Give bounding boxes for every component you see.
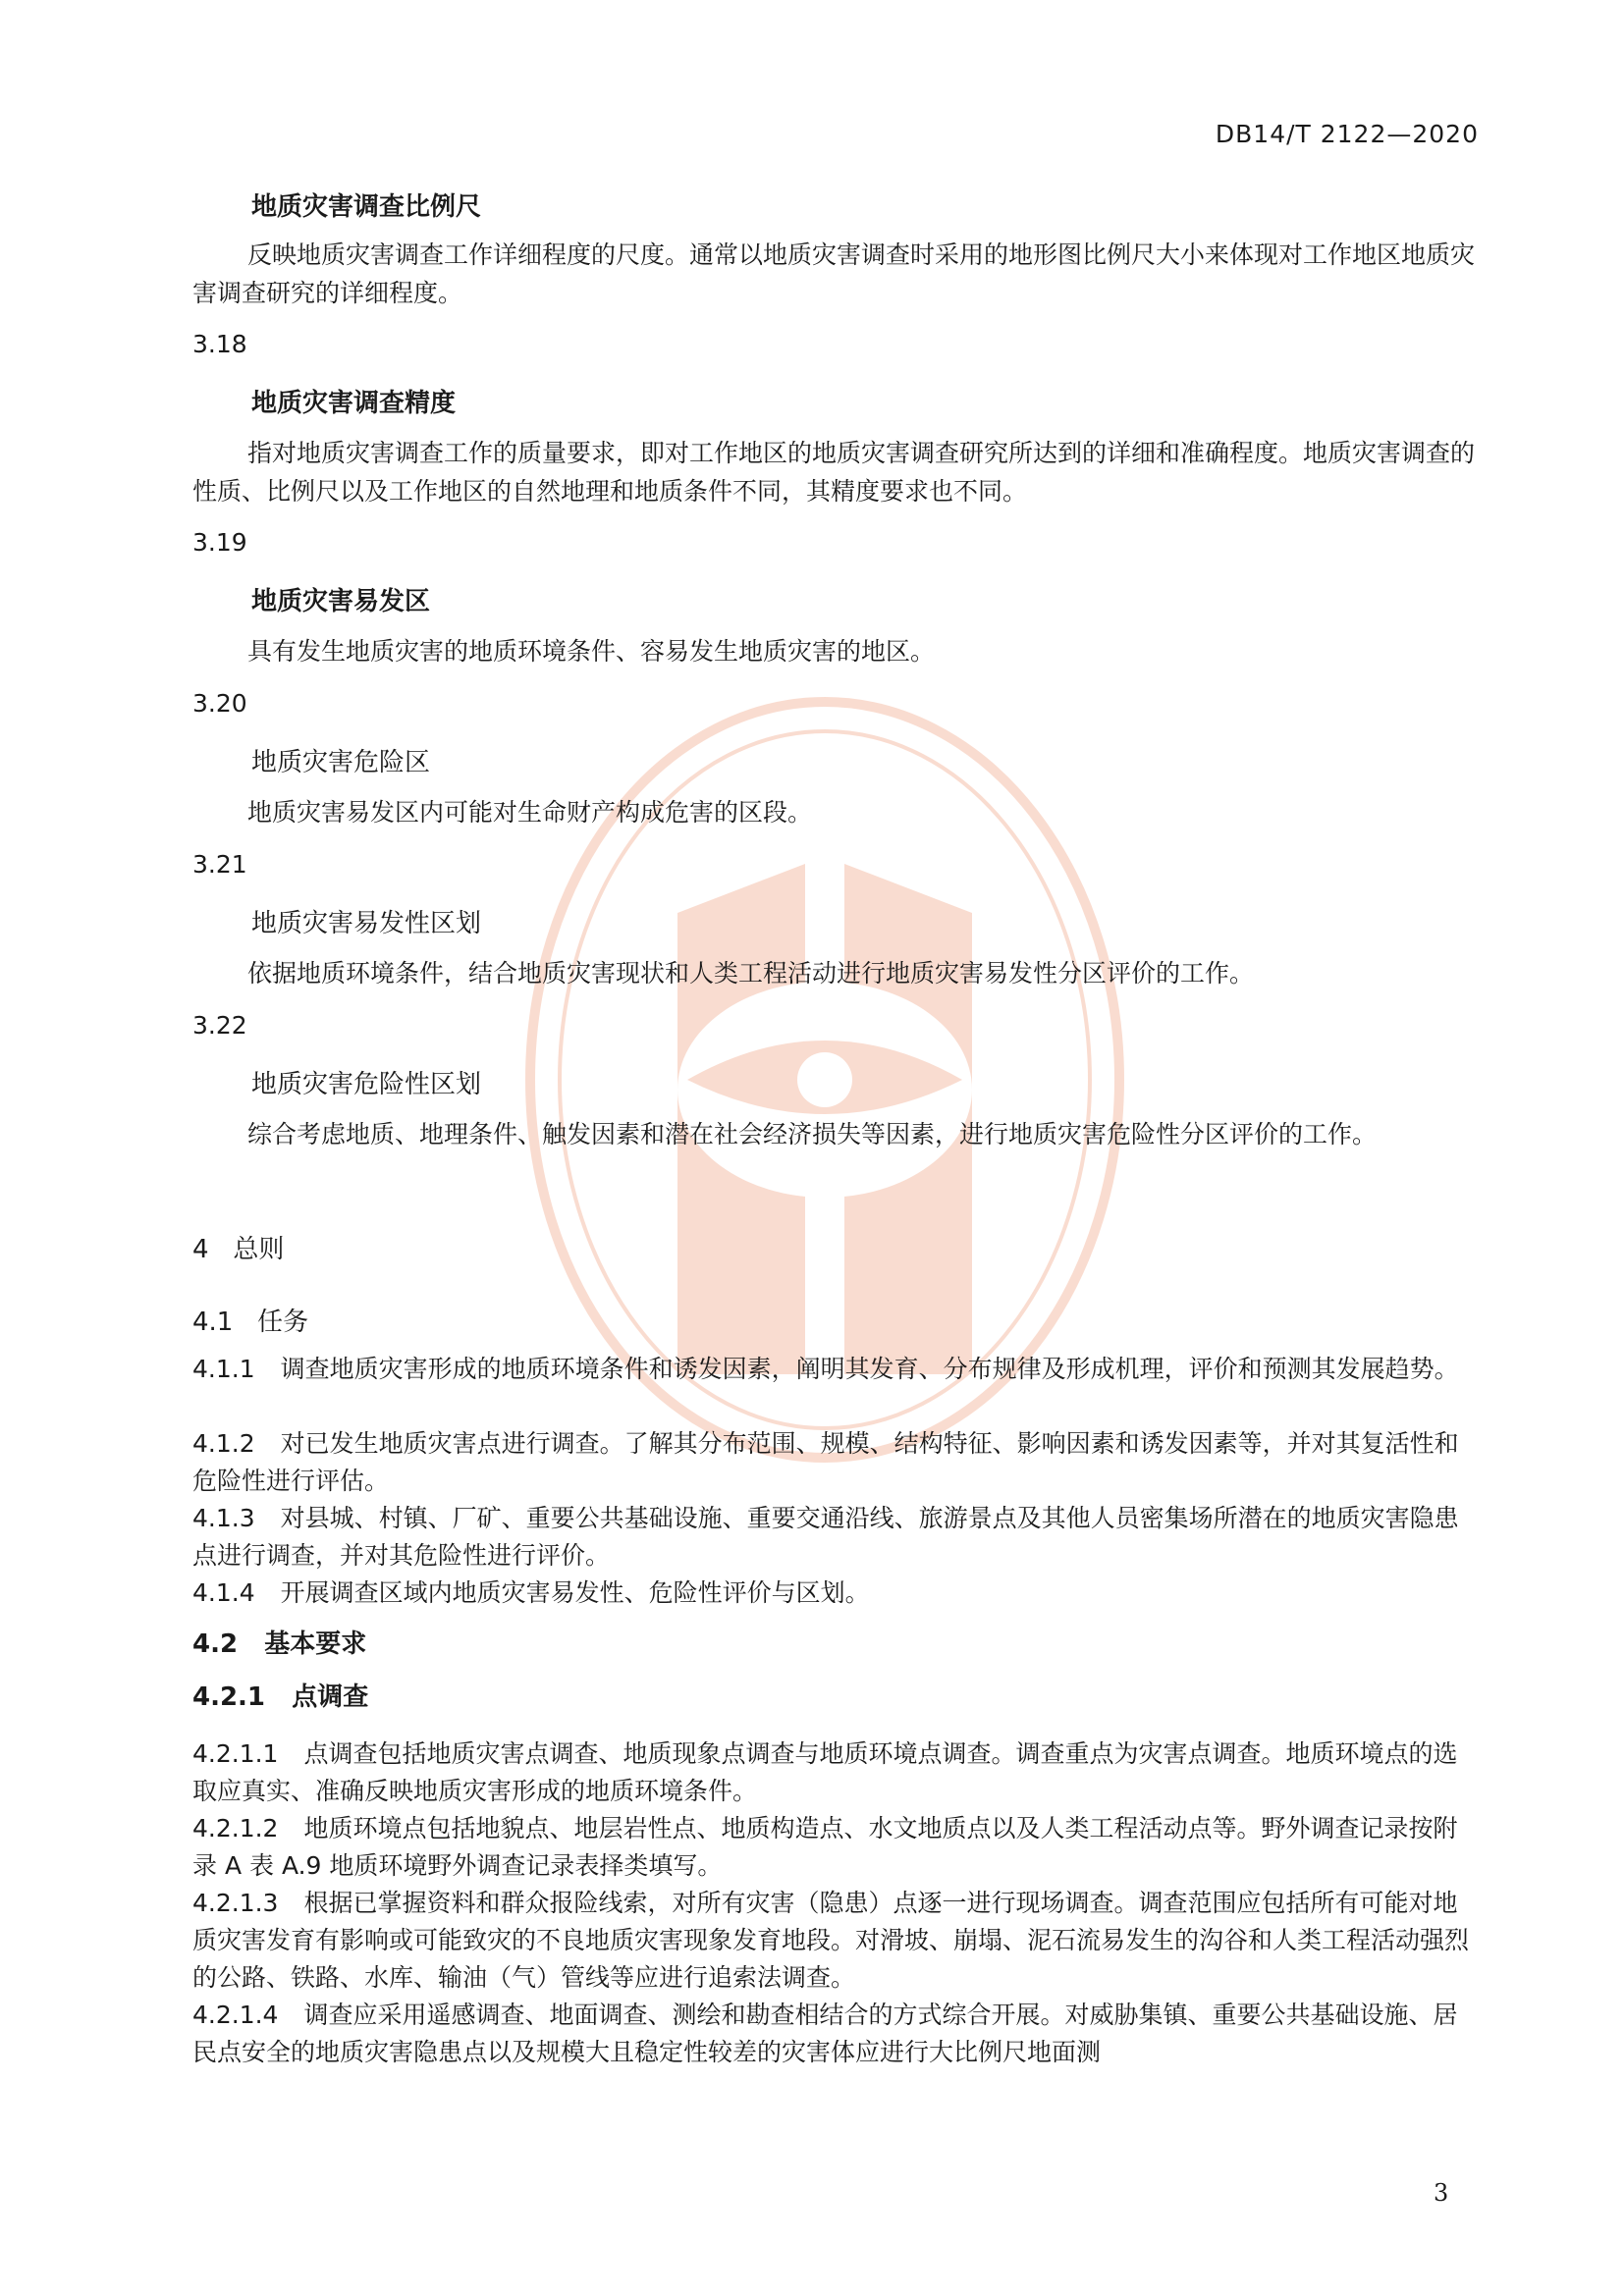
subsubsection-title: 点调查 bbox=[292, 1682, 369, 1712]
subsubsection-heading bbox=[192, 1677, 1479, 1713]
clause bbox=[192, 1735, 1479, 1810]
clause bbox=[192, 1885, 1479, 1997]
term-number: 3.19 bbox=[192, 528, 247, 557]
clause-text: 开展调查区域内地质灾害易发性、危险性评价与区划。 bbox=[280, 1578, 870, 1607]
term-number: 3.20 bbox=[192, 689, 247, 718]
clause bbox=[192, 1997, 1479, 2071]
term-number: 3.22 bbox=[192, 1011, 247, 1040]
subsection-title: 基本要求 bbox=[264, 1629, 367, 1659]
term-heading: 地质灾害易发区 bbox=[251, 587, 431, 616]
term-heading: 地质灾害易发性区划 bbox=[251, 909, 482, 938]
subsection-heading bbox=[192, 1624, 1479, 1660]
term-definition: 反映地质灾害调查工作详细程度的尺度。通常以地质灾害调查时采用的地形图比例尺大小来体现对工作地区地质灾害调查研究的详细程度。 bbox=[192, 240, 1476, 307]
clause bbox=[192, 1575, 1479, 1612]
subsection-heading bbox=[192, 1302, 1479, 1338]
term-definition: 依据地质环境条件，结合地质灾害现状和人类工程活动进行地质灾害易发性分区评价的工作。 bbox=[247, 959, 1255, 988]
subsubsection-number: 4.2.1 bbox=[192, 1682, 266, 1712]
subsection-title: 任务 bbox=[257, 1308, 309, 1337]
term-number: 3.21 bbox=[192, 850, 247, 879]
clause-number: 4.2.1.1 bbox=[192, 1739, 279, 1768]
clause bbox=[192, 1351, 1479, 1388]
term-definition: 指对地质灾害调查工作的质量要求，即对工作地区的地质灾害调查研究所达到的详细和准确程度。地质灾害调查的性质、比例尺以及工作地区的自然地理和地质条件不同，其精度要求也不同。 bbox=[192, 439, 1476, 506]
clause-text: 调查地质灾害形成的地质环境条件和诱发因素，阐明其发育、分布规律及形成机理，评价和预测其发展趋势。 bbox=[280, 1355, 1459, 1383]
subsection-number: 4.2 bbox=[192, 1629, 239, 1659]
clause-text: 对县城、村镇、厂矿、重要公共基础设施、重要交通沿线、旅游景点及其他人员密集场所潜在的地质灾害隐患点进行调查，并对其危险性进行评价。 bbox=[192, 1504, 1459, 1570]
subsection-number: 4.1 bbox=[192, 1308, 234, 1337]
section-heading bbox=[192, 1229, 1479, 1265]
term-heading: 地质灾害危险区 bbox=[251, 748, 431, 777]
clause-text: 对已发生地质灾害点进行调查。了解其分布范围、规模、结构特征、影响因素和诱发因素等，并对其复活性和危险性进行评估。 bbox=[192, 1429, 1459, 1495]
clause-number: 4.2.1.4 bbox=[192, 2001, 279, 2029]
clause-number: 4.1.1 bbox=[192, 1355, 255, 1383]
term-number: 3.18 bbox=[192, 330, 247, 358]
term-heading: 地质灾害调查比例尺 bbox=[251, 192, 482, 222]
clause-number: 4.1.4 bbox=[192, 1578, 255, 1607]
term-heading: 地质灾害调查精度 bbox=[251, 389, 457, 418]
section-number: 4 bbox=[192, 1235, 209, 1264]
clause bbox=[192, 1425, 1479, 1500]
page-number: 3 bbox=[1434, 2179, 1449, 2207]
clause bbox=[192, 1500, 1479, 1575]
term-heading: 地质灾害危险性区划 bbox=[251, 1070, 482, 1099]
term-definition: 具有发生地质灾害的地质环境条件、容易发生地质灾害的地区。 bbox=[247, 637, 936, 666]
section-title: 总则 bbox=[233, 1235, 285, 1264]
clause-text: 地质环境点包括地貌点、地层岩性点、地质构造点、水文地质点以及人类工程活动点等。野外调查记录按附录 A 表 A.9 地质环境野外调查记录表择类填写。 bbox=[192, 1814, 1458, 1880]
term-definition: 综合考虑地质、地理条件、触发因素和潜在社会经济损失等因素，进行地质灾害危险性分区评价的工作。 bbox=[247, 1120, 1378, 1148]
clause-number: 4.2.1.2 bbox=[192, 1814, 279, 1842]
clause bbox=[192, 1810, 1479, 1885]
clause-text: 根据已掌握资料和群众报险线索，对所有灾害（隐患）点逐一进行现场调查。调查范围应包括所有可能对地质灾害发育有影响或可能致灾的不良地质灾害现象发育地段。对滑坡、崩塌、泥石流易发生的沟谷和人类工程活动强烈的公路、铁路、水库、输油（气）管线等应进行追索法调查。 bbox=[192, 1889, 1470, 1992]
document-code: DB14/T 2122—2020 bbox=[1215, 120, 1479, 148]
clause-number: 4.2.1.3 bbox=[192, 1889, 279, 1917]
clause-text: 点调查包括地质灾害点调查、地质现象点调查与地质环境点调查。调查重点为灾害点调查。地质环境点的选取应真实、准确反映地质灾害形成的地质环境条件。 bbox=[192, 1739, 1458, 1805]
clause-number: 4.1.3 bbox=[192, 1504, 255, 1532]
clause-number: 4.1.2 bbox=[192, 1429, 255, 1458]
clause-text: 调查应采用遥感调查、地面调查、测绘和勘查相结合的方式综合开展。对威胁集镇、重要公共基础设施、居民点安全的地质灾害隐患点以及规模大且稳定性较差的灾害体应进行大比例尺地面测 bbox=[192, 2001, 1458, 2066]
term-definition: 地质灾害易发区内可能对生命财产构成危害的区段。 bbox=[247, 798, 813, 827]
